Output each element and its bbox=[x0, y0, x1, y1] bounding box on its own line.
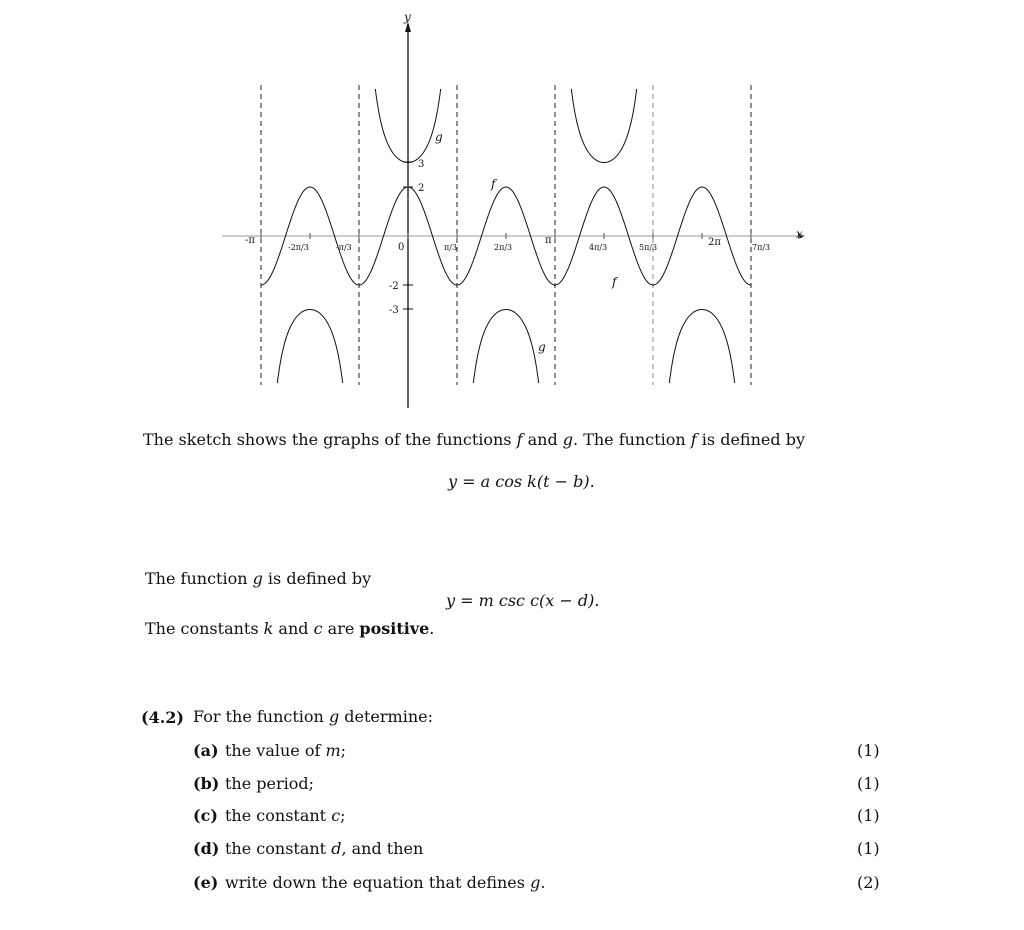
x-tick-pi-3: π/3 bbox=[444, 243, 458, 252]
y-tick-2: 2 bbox=[418, 183, 425, 194]
marks-d: (1) bbox=[857, 839, 880, 858]
x-tick-2pi-3: 2π/3 bbox=[494, 243, 513, 252]
y-tick-3: 3 bbox=[418, 159, 425, 170]
g-branch bbox=[277, 310, 342, 384]
marks-c: (1) bbox=[857, 806, 880, 825]
x-tick-2pi: 2π bbox=[708, 237, 721, 248]
x-tick-4pi-3: 4π/3 bbox=[589, 243, 608, 252]
question-number: (4.2) bbox=[141, 708, 184, 727]
equation-g: y = m csc c(x − d). bbox=[446, 591, 600, 610]
curve-label-f-top: f bbox=[491, 177, 496, 191]
x-tick-neg-2pi-3: -2π/3 bbox=[288, 243, 309, 252]
intro-sentence-2: The function g is defined by bbox=[145, 569, 372, 588]
x-tick-7pi-3: 7π/3 bbox=[752, 243, 771, 252]
question-part-d: (d) the constant d, and then bbox=[193, 839, 424, 858]
question-part-a: (a) the value of m; bbox=[193, 741, 347, 760]
y-axis-label: y bbox=[404, 10, 411, 24]
curve-label-g-top: g bbox=[435, 130, 443, 144]
curve-label-g-bottom: g bbox=[538, 340, 546, 354]
x-tick-pi: π bbox=[545, 235, 552, 246]
g-branch bbox=[473, 310, 538, 384]
x-tick-neg-pi-3: -π/3 bbox=[336, 243, 352, 252]
y-tick-neg2: -2 bbox=[389, 281, 399, 292]
function-graph bbox=[0, 0, 1024, 420]
intro-sentence-3: The constants k and c are positive. bbox=[145, 619, 435, 638]
x-axis-label: x bbox=[796, 227, 803, 241]
marks-b: (1) bbox=[857, 774, 880, 793]
g-branch bbox=[669, 310, 734, 384]
equation-f: y = a cos k(t − b). bbox=[448, 472, 595, 491]
curve-label-f-bottom: f bbox=[612, 275, 617, 289]
question-part-c: (c) the constant c; bbox=[193, 806, 346, 825]
question-part-b: (b) the period; bbox=[193, 774, 315, 793]
x-tick-0: 0 bbox=[398, 242, 405, 253]
g-branch bbox=[571, 89, 636, 163]
y-ticks bbox=[389, 159, 424, 316]
question-part-e: (e) write down the equation that defines g. bbox=[193, 873, 546, 892]
y-tick-neg3: -3 bbox=[389, 305, 399, 316]
intro-sentence-1: The sketch shows the graphs of the functions f and g. The function f is defined by bbox=[143, 430, 805, 449]
question-stem: For the function g determine: bbox=[193, 707, 433, 726]
x-tick-labels bbox=[245, 235, 770, 253]
marks-e: (2) bbox=[857, 873, 880, 892]
marks-a: (1) bbox=[857, 741, 880, 760]
x-tick-neg-pi: -π bbox=[245, 235, 255, 246]
x-tick-5pi-3: 5π/3 bbox=[639, 243, 658, 252]
